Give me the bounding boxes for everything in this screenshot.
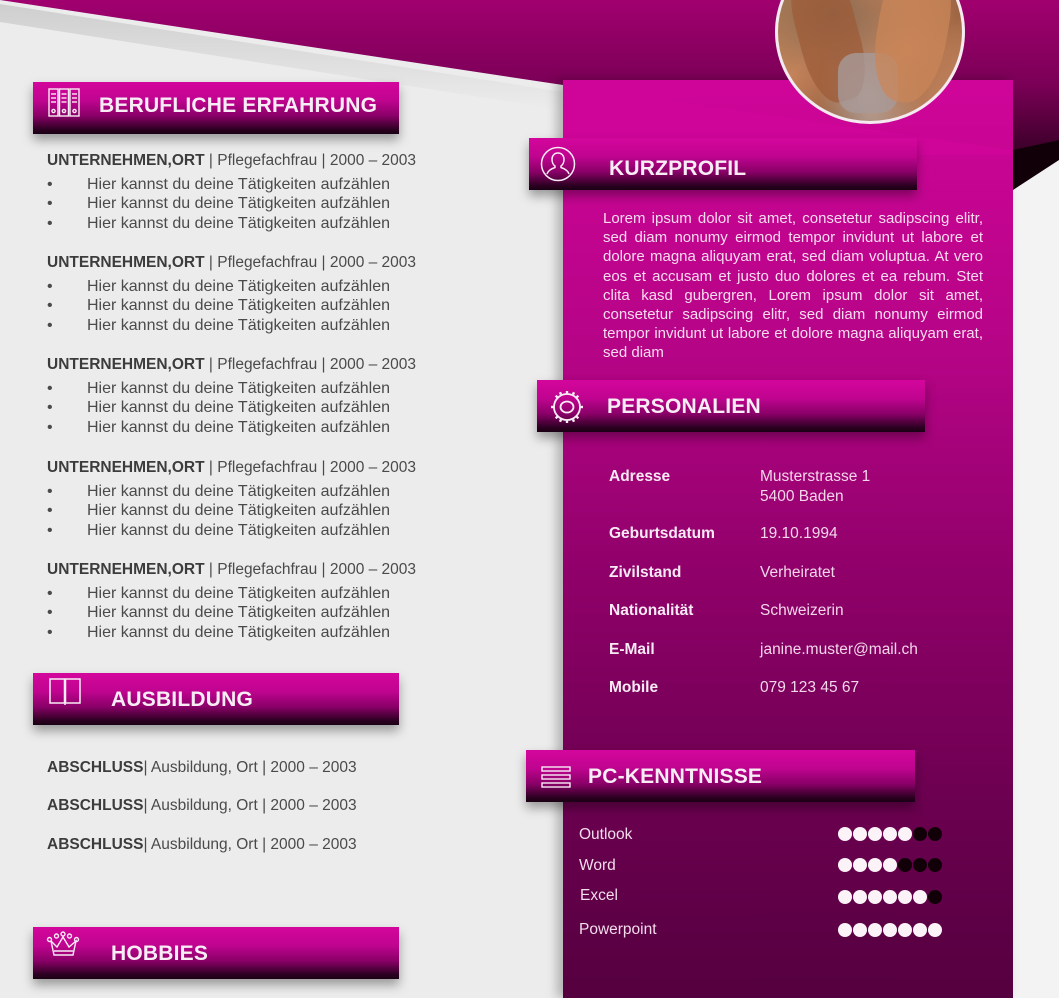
job-heading (47, 458, 467, 478)
rating-dot-filled (883, 923, 897, 937)
list-item: • Hier kannst du deine Tätigkeiten aufzählen (47, 623, 391, 641)
job-entry (47, 355, 467, 437)
personal-label-mobile: Mobile (609, 679, 659, 696)
rating-dot-filled (838, 827, 852, 841)
rating-dot-empty (913, 858, 927, 872)
list-item: • Hier kannst du deine Tätigkeiten aufzählen (47, 380, 391, 397)
rating-dot-empty (898, 858, 912, 872)
personal-label-birthdate: Geburtsdatum (609, 525, 715, 542)
list-item: • Hier kannst du deine Tätigkeiten aufzählen (47, 399, 391, 417)
job-details: | Pflegefachfrau | 2000 – 2003 (204, 459, 417, 476)
job-details: | Pflegefachfrau | 2000 – 2003 (204, 152, 417, 169)
rating-dot-filled (868, 827, 882, 841)
job-company: UNTERNEHMEN,ORT (47, 356, 205, 373)
rating-dot-filled (883, 827, 897, 841)
job-details: | Pflegefachfrau | 2000 – 2003 (204, 561, 417, 578)
rating-dot-filled (853, 827, 867, 841)
rating-dot-filled (838, 858, 852, 872)
list-item: • Hier kannst du deine Tätigkeiten aufzählen (47, 176, 391, 193)
job-heading (47, 253, 467, 273)
profile-summary: Lorem ipsum dolor sit amet, consetetur sadipscing elitr, sed diam nonumy eirmod tempor invidunt ut labore et dolore magna aliquyam erat, sed diam voluptua. At vero eos et accusam et justo duo dolores et ea rebum. Stet clita kasd gubergren, Lorem ipsum dolor sit amet, consetetur sadipscing elitr, sed diam nonumy eirmod tempor invidunt ut labore et dolore magna aliquyam erat, sed diam (603, 210, 983, 362)
personal-label-nationality: Nationalität (609, 602, 694, 619)
list-icon (540, 764, 572, 790)
personal-value-address: Musterstrasse 1 5400 Baden (760, 468, 871, 505)
education-entry: ABSCHLUSS| Ausbildung, Ort | 2000 – 2003 (47, 759, 357, 776)
rating-dot-empty (928, 827, 942, 841)
section-header-personal (537, 380, 925, 432)
job-details: | Pflegefachfrau | 2000 – 2003 (204, 254, 417, 271)
skill-rating (838, 858, 942, 872)
rating-dot-filled (898, 890, 912, 904)
job-bullets (47, 584, 467, 642)
section-title: PERSONALIEN (607, 395, 761, 418)
rating-dot-filled (898, 923, 912, 937)
job-entry (47, 560, 467, 642)
job-heading (47, 355, 467, 375)
personal-value-email: janine.muster@mail.ch (760, 641, 918, 658)
gear-icon (547, 387, 587, 427)
job-bullets (47, 175, 467, 233)
personal-label-civil-status: Zivilstand (609, 564, 682, 581)
education-entry: ABSCHLUSS| Ausbildung, Ort | 2000 – 2003 (47, 836, 357, 853)
job-heading (47, 151, 467, 171)
personal-value-civil-status: Verheiratet (760, 564, 835, 581)
list-item: • Hier kannst du deine Tätigkeiten aufzählen (47, 316, 391, 334)
job-heading (47, 560, 467, 580)
rating-dot-empty (928, 858, 942, 872)
job-company: UNTERNEHMEN,ORT (47, 152, 205, 169)
job-bullets (47, 277, 467, 335)
rating-dot-empty (913, 827, 927, 841)
section-header-education (33, 673, 399, 725)
rating-dot-filled (853, 890, 867, 904)
binders-icon (47, 87, 81, 119)
list-item: • Hier kannst du deine Tätigkeiten aufzählen (47, 297, 391, 315)
list-item: • Hier kannst du deine Tätigkeiten aufzählen (47, 604, 391, 622)
list-item: • Hier kannst du deine Tätigkeiten aufzählen (47, 502, 391, 520)
list-item: • Hier kannst du deine Tätigkeiten aufzählen (47, 483, 391, 500)
job-entry (47, 253, 467, 335)
job-bullets (47, 379, 467, 437)
job-company: UNTERNEHMEN,ORT (47, 459, 205, 476)
rating-dot-filled (853, 858, 867, 872)
job-company: UNTERNEHMEN,ORT (47, 254, 205, 271)
list-item: • Hier kannst du deine Tätigkeiten aufzählen (47, 214, 391, 232)
section-title: HOBBIES (111, 942, 209, 965)
skill-name: Outlook (579, 826, 633, 843)
rating-dot-empty (928, 890, 942, 904)
rating-dot-filled (838, 923, 852, 937)
crown-icon (45, 930, 81, 960)
list-item: • Hier kannst du deine Tätigkeiten aufzählen (47, 418, 391, 436)
section-header-pc-skills (526, 750, 915, 802)
skill-rating (838, 890, 942, 904)
job-entry (47, 151, 467, 233)
rating-dot-filled (928, 923, 942, 937)
section-header-experience (33, 82, 399, 134)
section-title: AUSBILDUNG (111, 688, 253, 711)
section-header-hobbies (33, 927, 399, 979)
job-bullets (47, 482, 467, 540)
skill-rating (838, 827, 942, 841)
skill-name: Word (579, 857, 616, 874)
rating-dot-filled (913, 890, 927, 904)
skill-name: Excel (580, 887, 618, 904)
personal-label-email: E-Mail (609, 641, 655, 658)
rating-dot-filled (898, 827, 912, 841)
rating-dot-filled (883, 858, 897, 872)
rating-dot-filled (853, 923, 867, 937)
job-details: | Pflegefachfrau | 2000 – 2003 (204, 356, 417, 373)
list-item: • Hier kannst du deine Tätigkeiten aufzählen (47, 278, 391, 295)
job-company: UNTERNEHMEN,ORT (47, 561, 205, 578)
book-icon (48, 678, 82, 706)
personal-value-nationality: Schweizerin (760, 602, 844, 619)
rating-dot-filled (838, 890, 852, 904)
section-title: KURZPROFIL (609, 157, 747, 180)
section-title: BERUFLICHE ERFAHRUNG (99, 94, 378, 117)
job-entry (47, 458, 467, 540)
list-item: • Hier kannst du deine Tätigkeiten aufzählen (47, 521, 391, 539)
person-icon (539, 145, 577, 183)
personal-label-address: Adresse (609, 468, 671, 485)
skill-name: Powerpoint (579, 921, 657, 938)
skill-rating (838, 923, 942, 937)
rating-dot-filled (883, 890, 897, 904)
personal-value-mobile: 079 123 45 67 (760, 679, 860, 696)
rating-dot-filled (868, 890, 882, 904)
rating-dot-filled (913, 923, 927, 937)
rating-dot-filled (868, 923, 882, 937)
education-entry: ABSCHLUSS| Ausbildung, Ort | 2000 – 2003 (47, 797, 357, 814)
personal-value-birthdate: 19.10.1994 (760, 525, 838, 542)
rating-dot-filled (868, 858, 882, 872)
list-item: • Hier kannst du deine Tätigkeiten aufzählen (47, 585, 391, 602)
section-title: PC-KENNTNISSE (588, 765, 763, 788)
section-header-profile (529, 138, 917, 190)
list-item: • Hier kannst du deine Tätigkeiten aufzählen (47, 195, 391, 213)
